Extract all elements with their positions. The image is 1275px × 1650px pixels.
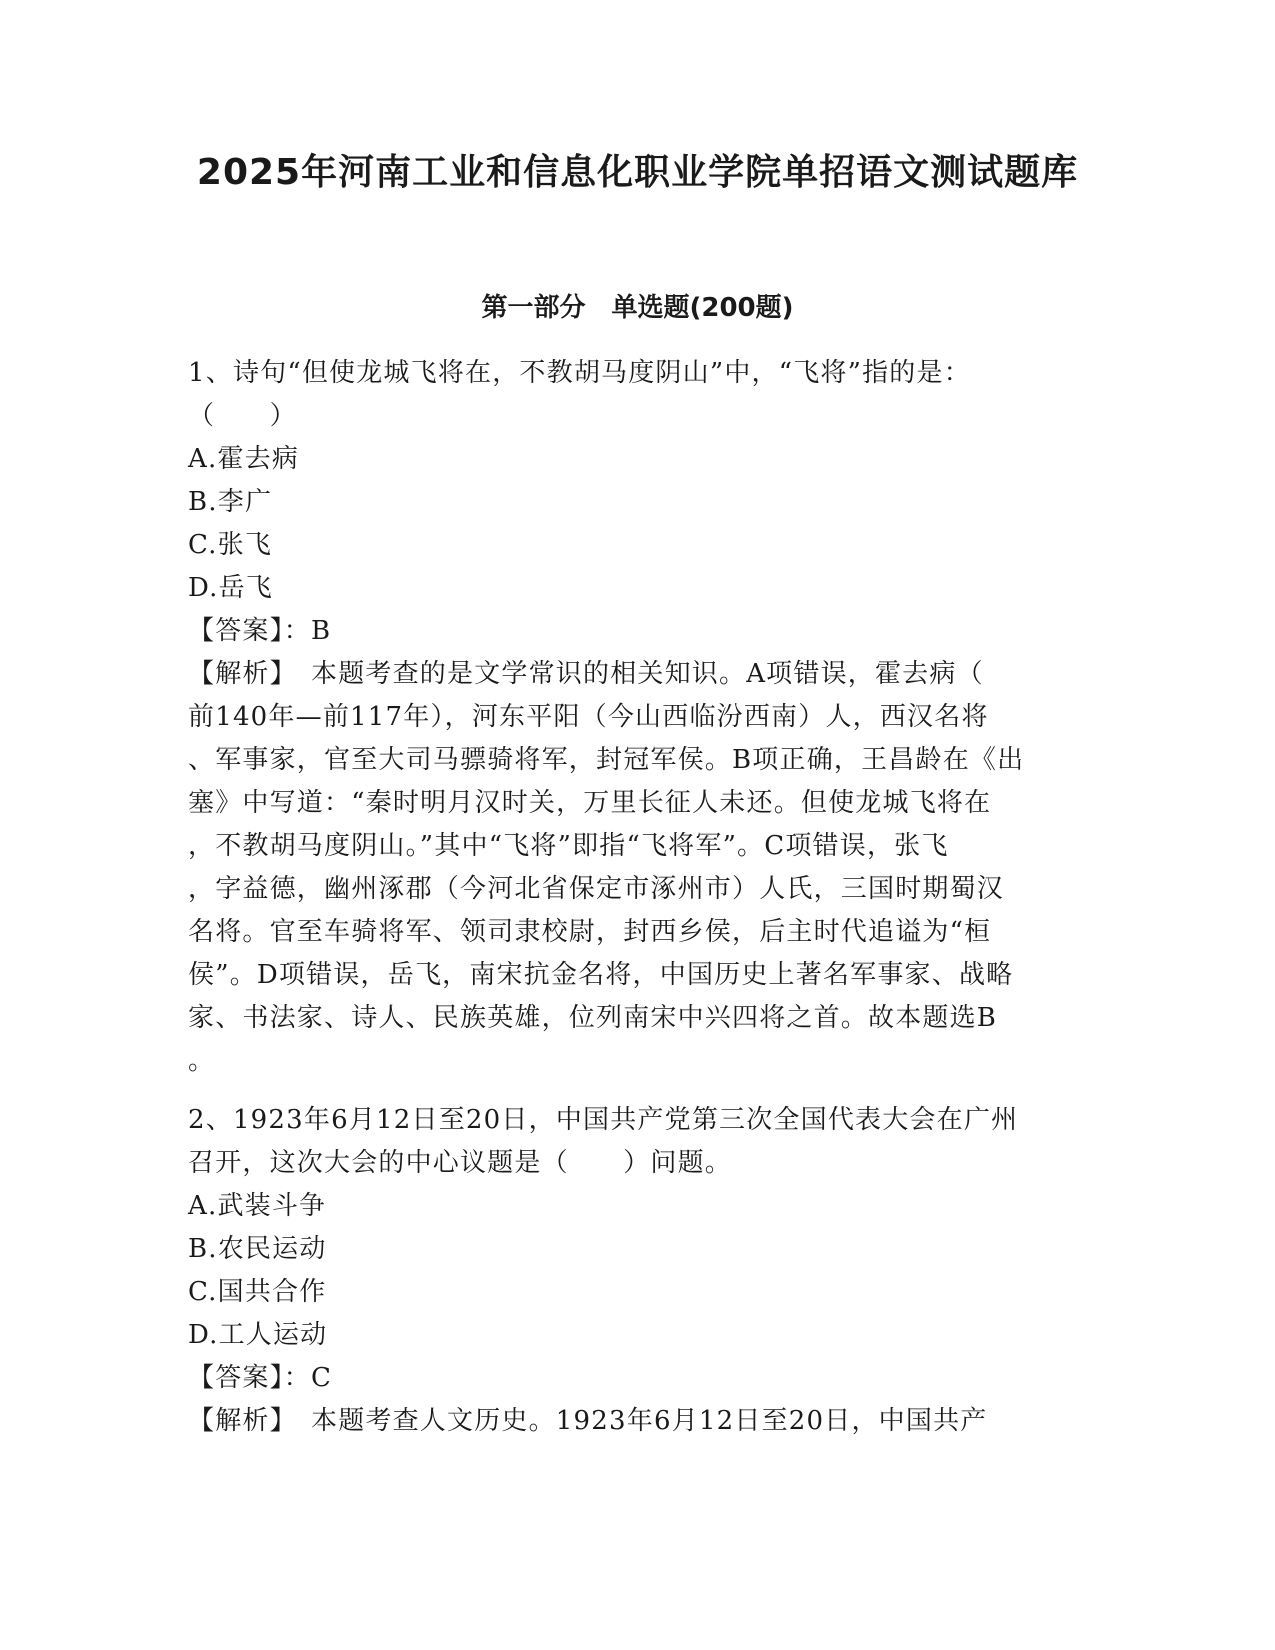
question-list: [188, 352, 1083, 1443]
question-item: [188, 1099, 1083, 1443]
option-d: D.工人运动: [188, 1320, 328, 1350]
analysis-line: 家、书法家、诗人、民族英雄，位列南宋中兴四将之首。故本题选B: [188, 1003, 998, 1033]
question-stem: 1、诗句“但使龙城飞将在，不教胡马度阴山”中，“飞将”指的是：: [188, 358, 971, 388]
analysis-line: 侯”。D项错误，岳飞，南宋抗金名将，中国历史上著名军事家、战略: [188, 960, 1014, 990]
answer-line: 【答案】：B: [188, 616, 332, 646]
document-title: 2025年河南工业和信息化职业学院单招语文测试题库: [196, 152, 1079, 193]
question-spacer: [188, 1083, 1083, 1099]
answer-line: 【答案】：C: [188, 1363, 333, 1393]
analysis-line: 。: [188, 1046, 216, 1076]
option-b: B.李广: [188, 487, 273, 517]
option-c: C.张飞: [188, 530, 273, 560]
analysis-line: 【解析】 本题考查人文历史。1923年6月12日至20日，中国共产: [188, 1406, 988, 1436]
option-a: A.霍去病: [188, 444, 300, 474]
analysis-line: ，不教胡马度阴山。”其中“飞将”即指“飞将军”。C项错误，张飞: [188, 831, 949, 861]
option-d: D.岳飞: [188, 573, 273, 603]
analysis-line: 塞》中写道：“秦时明月汉时关，万里长征人未还。但使龙城飞将在: [188, 788, 992, 818]
question-stem: （ ）: [188, 401, 297, 431]
question-item: [188, 352, 1083, 1083]
option-a: A.武装斗争: [188, 1191, 327, 1221]
option-b: B.农民运动: [188, 1234, 327, 1264]
section-title: 第一部分 单选题(200题): [481, 293, 794, 323]
question-stem: 召开，这次大会的中心议题是（ ）问题。: [188, 1148, 733, 1178]
analysis-line: 前140年—前117年），河东平阳（今山西临汾西南）人，西汉名将: [188, 702, 989, 732]
analysis-line: 【解析】 本题考查的是文学常识的相关知识。A项错误，霍去病（: [188, 659, 984, 689]
analysis-line: 、军事家，官至大司马骠骑将军，封冠军侯。B项正确，王昌龄在《出: [188, 745, 1025, 775]
analysis-line: 名将。官至车骑将军、领司隶校尉，封西乡侯，后主时代追谥为“桓: [188, 917, 992, 947]
option-c: C.国共合作: [188, 1277, 327, 1307]
analysis-line: ，字益德，幽州涿郡（今河北省保定市涿州市）人氏，三国时期蜀汉: [188, 874, 1005, 904]
question-stem: 2、1923年6月12日至20日，中国共产党第三次全国代表大会在广州: [188, 1105, 1019, 1135]
